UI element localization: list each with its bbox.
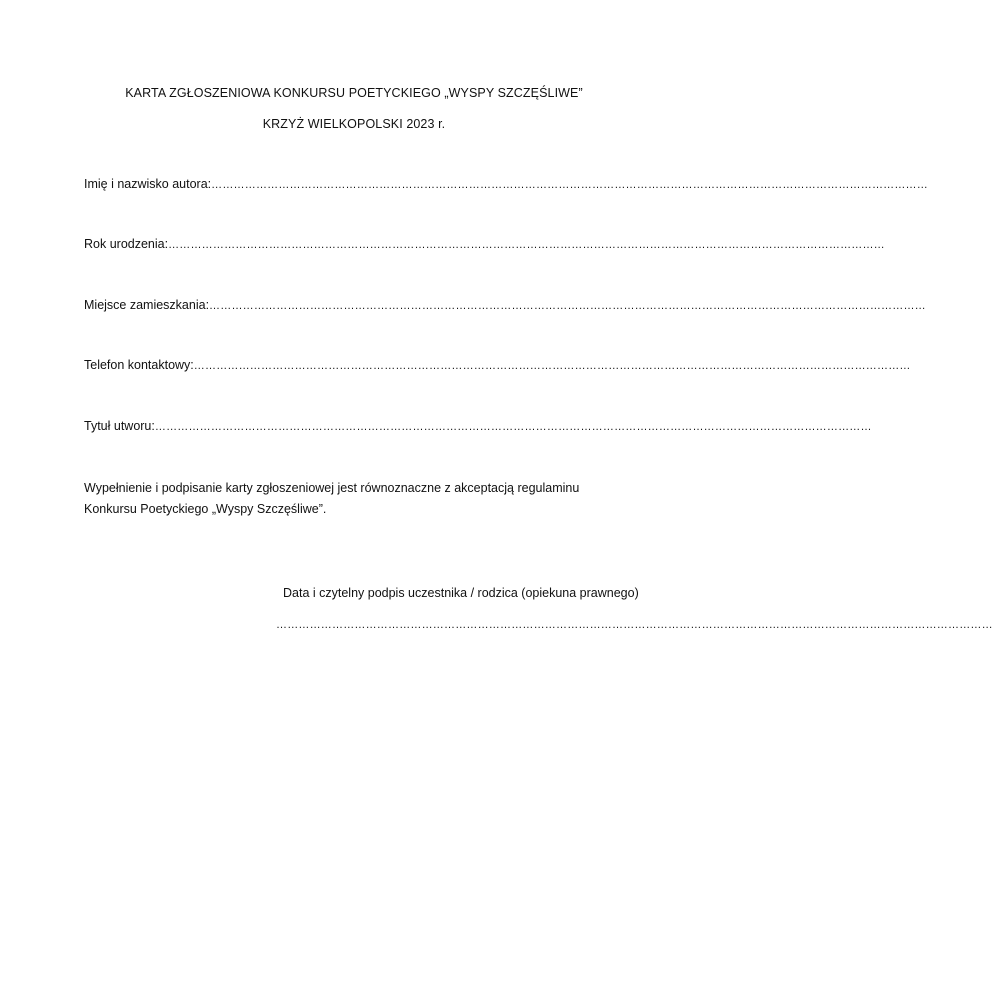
field-label: Miejsce zamieszkania: [84, 298, 210, 312]
signature-line[interactable]: ………………………………………………………………………………………………………………………………………………………………………… [276, 619, 993, 631]
signature-label: Data i czytelny podpis uczestnika / rodzica (opiekuna prawnego) [283, 586, 639, 600]
fill-in-line[interactable]: ………………………………………………………………………………………………………………………………………………………………………… [193, 360, 911, 372]
fill-in-line[interactable]: ………………………………………………………………………………………………………………………………………………………………………… [211, 179, 928, 191]
field-label: Imię i nazwisko autora: [84, 177, 212, 191]
field-label: Telefon kontaktowy: [84, 358, 194, 372]
document-subtitle: KRZYŻ WIELKOPOLSKI 2023 r. [262, 117, 446, 131]
consent-statement: Wypełnienie i podpisanie karty zgłoszeniowej jest równoznaczne z akceptacją regulaminu Konkursu Poetyckiego „Wyspy Szczęśliwe”. [84, 481, 580, 516]
field-author-name[interactable] [84, 177, 928, 191]
field-birth-year[interactable] [84, 237, 885, 251]
field-work-title[interactable] [84, 419, 872, 433]
document-title: KARTA ZGŁOSZENIOWA KONKURSU POETYCKIEGO „WYSPY SZCZĘŚLIWE” [125, 86, 583, 100]
field-label: Rok urodzenia: [84, 237, 169, 251]
fill-in-line[interactable]: ………………………………………………………………………………………………………………………………………………………………………… [209, 300, 926, 312]
field-phone[interactable] [84, 358, 911, 372]
fill-in-line[interactable]: ………………………………………………………………………………………………………………………………………………………………………… [168, 239, 885, 251]
field-label: Tytuł utworu: [84, 419, 155, 433]
fill-in-line[interactable]: ………………………………………………………………………………………………………………………………………………………………………… [154, 421, 872, 433]
field-residence[interactable] [84, 298, 926, 312]
